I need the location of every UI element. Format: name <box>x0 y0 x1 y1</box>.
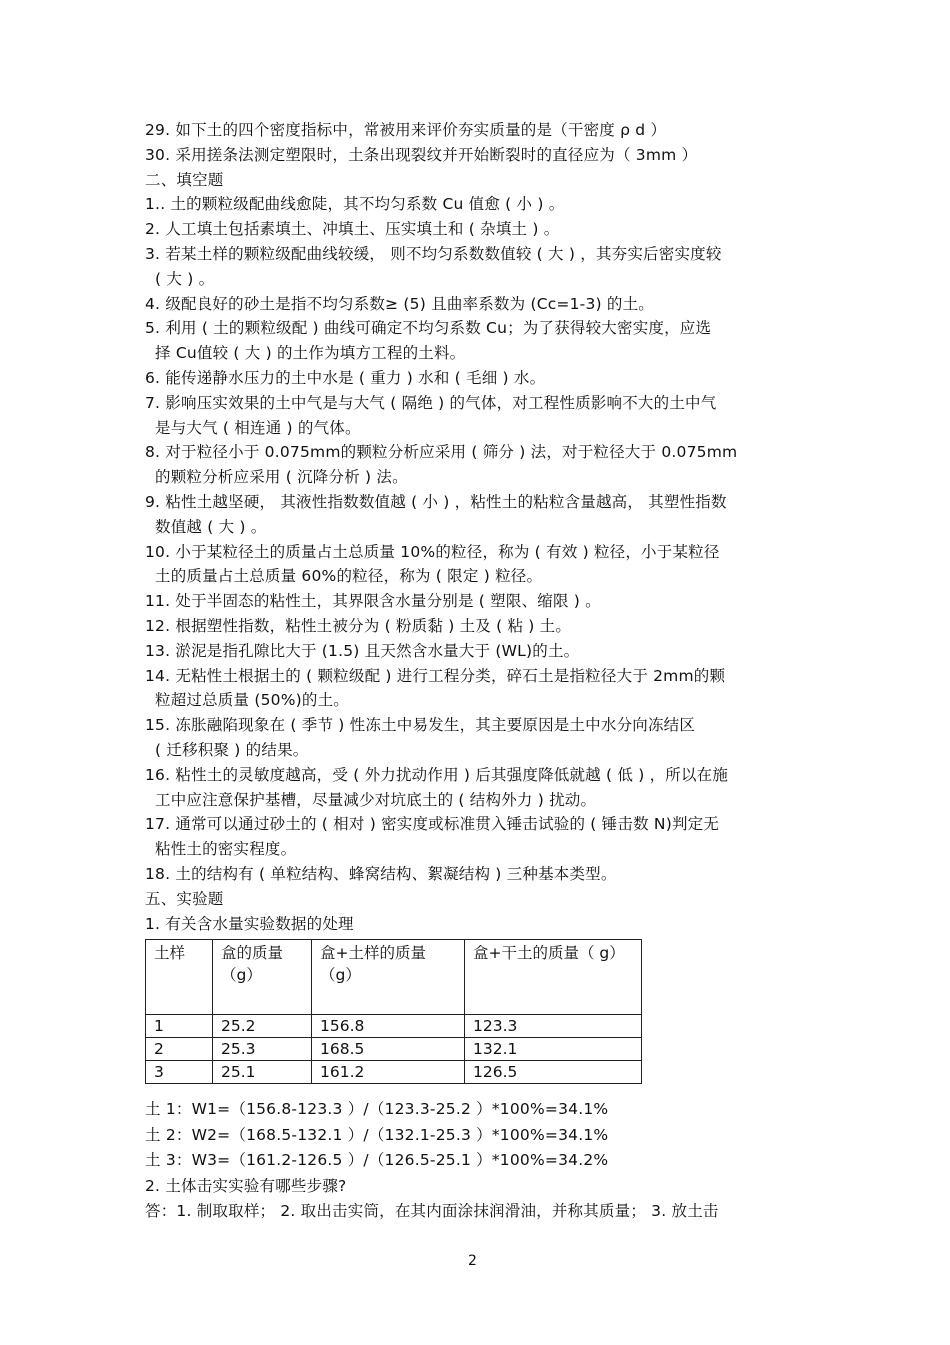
header-unit: （g） <box>221 966 262 984</box>
text-line: 土 3：W3=（161.2-126.5 ）/（126.5-25.1 ）*100%=34.2% <box>145 1151 609 1169</box>
text-line: 29. 如下土的四个密度指标中，常被用来评价夯实质量的是（干密度 ρ d ） <box>145 121 667 139</box>
text-line: 18. 土的结构有 ( 单粒结构、蜂窝结构、絮凝结构 ) 三种基本类型。 <box>145 865 617 883</box>
text-line: 2. 土体击实实验有哪些步骤? <box>145 1176 347 1195</box>
text-line: ( 迁移积聚 ) 的结果。 <box>155 741 309 759</box>
text-line: 1. 有关含水量实验数据的处理 <box>145 914 354 933</box>
text-line: 8. 对于粒径小于 0.075mm的颗粒分析应采用 ( 筛分 ) 法，对于粒径大于 0.075mm <box>145 443 738 462</box>
table-row <box>146 1061 642 1084</box>
table-cell: 126.5 <box>465 1061 642 1084</box>
text-line: 5. 利用 ( 土的颗粒级配 ) 曲线可确定不均匀系数 Cu；为了获得较大密实度，应选 <box>145 319 712 338</box>
table-row <box>146 1015 642 1038</box>
text-line: 9. 粘性土越坚硬， 其液性指数数值越 ( 小 ) ，粘性土的粘粒含量越高， 其塑性指数 <box>145 493 727 511</box>
text-line: 择 Cu值较 ( 大 ) 的土作为填方工程的土料。 <box>155 344 466 363</box>
text-line: 11. 处于半固态的粘性土，其界限含水量分别是 ( 塑限、缩限 ) 。 <box>145 592 601 611</box>
text-line: 土的质量占土总质量 60%的粒径，称为 ( 限定 ) 粒径。 <box>155 567 543 586</box>
text-line: 的颗粒分析应采用 ( 沉降分析 ) 法。 <box>155 468 408 487</box>
text-line: ( 大 ) 。 <box>155 269 215 288</box>
table-cell: 1 <box>146 1015 213 1038</box>
table-cell: 25.1 <box>213 1061 312 1084</box>
table-cell: 3 <box>146 1061 213 1084</box>
table-cell: 2 <box>146 1038 213 1061</box>
text-line: 土 2：W2=（168.5-132.1 ）/（132.1-25.3 ）*100%=34.1% <box>145 1125 609 1144</box>
table-row <box>146 1038 642 1061</box>
header-box-soil-label: 盒+土样的质量 <box>320 944 426 962</box>
header-unit: （g） <box>320 966 361 984</box>
text-line: 10. 小于某粒径土的质量占土总质量 10%的粒径，称为 ( 有效 ) 粒径，小于某粒径 <box>145 542 720 561</box>
text-line: 4. 级配良好的砂土是指不均匀系数≥ (5) 且曲率系数为 (Cc=1-3) 的土。 <box>145 294 655 313</box>
text-line: 16. 粘性土的灵敏度越高，受 ( 外力扰动作用 ) 后其强度降低就越 ( 低 ) ，所以在施 <box>145 765 729 784</box>
text-line: 17. 通常可以通过砂土的 ( 相对 ) 密实度或标准贯入锤击试验的 ( 锤击数 N)判定无 <box>145 815 720 834</box>
text-line: 答：1. 制取取样； 2. 取出击实筒，在其内面涂抹润滑油，并称其质量； 3. 放土击 <box>145 1202 719 1220</box>
table-cell: 25.2 <box>213 1015 312 1038</box>
text-line: 30. 采用搓条法测定塑限时，土条出现裂纹并开始断裂时的直径应为（ 3mm ） <box>145 145 698 164</box>
table-cell: 123.3 <box>465 1015 642 1038</box>
text-line: 6. 能传递静水压力的土中水是 ( 重力 ) 水和 ( 毛细 ) 水。 <box>145 369 546 387</box>
table-header-row <box>146 940 642 1015</box>
text-line: 土 1：W1=（156.8-123.3 ）/（123.3-25.2 ）*100%=34.1% <box>145 1100 609 1118</box>
text-line: 7. 影响压实效果的土中气是与大气 ( 隔绝 ) 的气体，对工程性质影响不大的土中气 <box>145 393 717 412</box>
text-line: 3. 若某土样的颗粒级配曲线较缓， 则不均匀系数数值较 ( 大 ) ，其夯实后密实度较 <box>145 245 722 263</box>
text-line: 15. 冻胀融陷现象在 ( 季节 ) 性冻土中易发生，其主要原因是土中水分向冻结区 <box>145 716 696 735</box>
text-line: 14. 无粘性土根据土的 ( 颗粒级配 ) 进行工程分类，碎石土是指粒径大于 2mm的颗 <box>145 666 726 685</box>
table-header-cell <box>312 940 465 1015</box>
text-line: 12. 根据塑性指数，粘性土被分为 ( 粉质黏 ) 土及 ( 粘 ) 土。 <box>145 617 572 635</box>
table-cell: 168.5 <box>312 1038 465 1061</box>
text-line: 2. 人工填土包括素填土、冲填土、压实填土和 ( 杂填土 ) 。 <box>145 220 560 239</box>
text-line: 粒超过总质量 (50%)的土。 <box>155 691 349 710</box>
text-line: 工中应注意保护基槽，尽量减少对坑底土的 ( 结构外力 ) 扰动。 <box>155 790 597 809</box>
text-line: 数值越 ( 大 ) 。 <box>155 517 267 536</box>
table-cell: 156.8 <box>312 1015 465 1038</box>
table-header-cell: 土样 <box>146 940 213 1015</box>
text-line: 粘性土的密实程度。 <box>155 840 297 859</box>
table-header-cell: 盒+干土的质量（ g） <box>465 940 642 1015</box>
table-header-cell <box>213 940 312 1015</box>
table-cell: 161.2 <box>312 1061 465 1084</box>
text-line: 二、填空题 <box>145 170 224 189</box>
header-box-mass-label: 盒的质量 <box>221 944 284 962</box>
text-line: 13. 淤泥是指孔隙比大于 (1.5) 且天然含水量大于 (WL)的土。 <box>145 641 580 660</box>
text-line: 是与大气 ( 相连通 ) 的气体。 <box>155 418 361 437</box>
page-number: 2 <box>468 1253 477 1269</box>
water-content-table <box>145 939 642 1084</box>
table-cell: 132.1 <box>465 1038 642 1061</box>
text-line: 五、实验题 <box>145 889 224 908</box>
text-line: 1.. 土的颗粒级配曲线愈陡，其不均匀系数 Cu 值愈 ( 小 ) 。 <box>145 195 565 214</box>
table-cell: 25.3 <box>213 1038 312 1061</box>
